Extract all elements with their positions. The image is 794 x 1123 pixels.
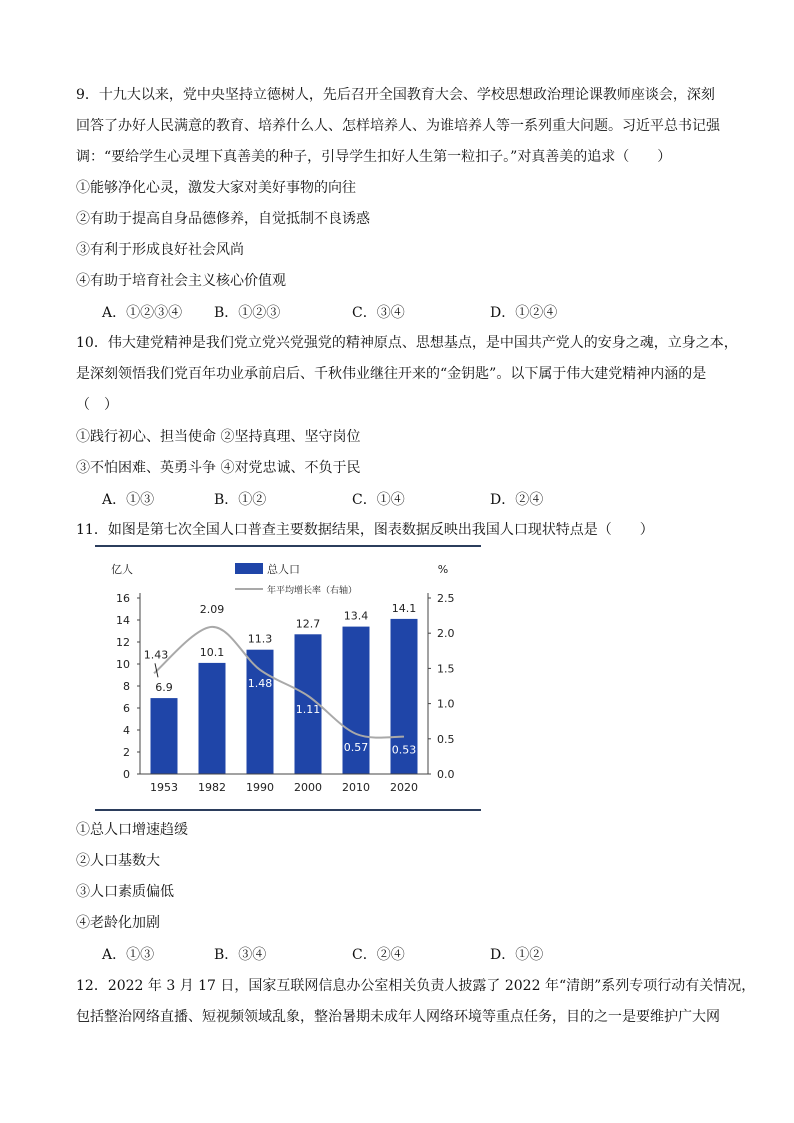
- q10-option-a[interactable]: A．①③: [102, 492, 155, 508]
- q10-statements-2: ③不怕困难、英勇斗争 ④对党忠诚、不负于民: [76, 460, 361, 476]
- right-tick-label: 2.5: [437, 592, 455, 605]
- q9-line-3: 调：“要给学生心灵埋下真善美的种子，引导学生扣好人生第一粒扣子。”对真善美的追求（ ）: [76, 149, 672, 165]
- q10-option-c[interactable]: C．①④: [352, 492, 405, 508]
- q10-line-1: 10．伟大建党精神是我们党立党兴党强党的精神原点、思想基点，是中国共产党人的安身之魂，立身之本，: [76, 335, 738, 351]
- q12-line-2: 包括整治网络直播、短视频领域乱象，整治暑期未成年人网络环境等重点任务，目的之一是要维护广大网: [76, 1009, 720, 1025]
- x-tick-label: 1953: [150, 781, 178, 794]
- chart-top-rule: [95, 545, 481, 547]
- x-tick-label: 2020: [390, 781, 418, 794]
- q11-option-b[interactable]: B．③④: [214, 947, 267, 963]
- bar-value-label: 12.7: [295, 617, 321, 631]
- right-tick-label: 2.0: [437, 627, 455, 641]
- growth-label: 1.11: [295, 702, 321, 716]
- left-tick-label: 6: [123, 702, 130, 715]
- left-tick-label: 10: [116, 658, 130, 671]
- left-tick-label: 2: [123, 746, 130, 759]
- right-tick-label: 0.5: [437, 732, 455, 746]
- q9-option-b[interactable]: B．①②③: [214, 305, 281, 321]
- q11-option-a[interactable]: A．①③: [102, 947, 155, 963]
- growth-label: 0.57: [343, 740, 369, 754]
- q10-option-b[interactable]: B．①②: [214, 492, 267, 508]
- q9-option-c[interactable]: C．③④: [352, 305, 405, 321]
- bar: [151, 698, 178, 774]
- left-tick-label: 14: [116, 614, 130, 627]
- q11-statement-3: ③人口素质偏低: [76, 884, 174, 900]
- q9-option-d[interactable]: D．①②④: [490, 305, 558, 321]
- q9-statement-1: ①能够净化心灵，激发大家对美好事物的向往: [76, 180, 356, 196]
- q9-statement-3: ③有利于形成良好社会风尚: [76, 242, 244, 258]
- x-tick-label: 1990: [246, 781, 274, 794]
- bar-value-label: 6.9: [155, 681, 173, 695]
- q9-option-a[interactable]: A．①②③④: [102, 305, 183, 321]
- left-tick-label: 8: [123, 680, 130, 693]
- right-unit-label: %: [437, 563, 449, 576]
- left-tick-label: 4: [123, 724, 130, 737]
- growth-label: 0.53: [391, 743, 417, 757]
- q11-statement-1: ①总人口增速趋缓: [76, 822, 188, 838]
- population-chart: [95, 543, 481, 813]
- right-tick-label: 1.0: [437, 697, 455, 711]
- bar-value-label: 10.1: [199, 645, 225, 659]
- legend-bar-swatch: [235, 563, 263, 574]
- right-tick-label: 1.5: [437, 662, 455, 676]
- bar-value-label: 14.1: [391, 601, 417, 615]
- q11-option-d[interactable]: D．①②: [490, 947, 544, 963]
- growth-label: 1.48: [247, 676, 273, 690]
- q9-line-2: 回答了办好人民满意的教育、培养什么人、怎样培养人、为谁培养人等一系列重大问题。习近平总书记强: [76, 118, 720, 134]
- q10-option-d[interactable]: D．②④: [490, 492, 544, 508]
- q11-statement-2: ②人口基数大: [76, 853, 160, 869]
- q10-statements-1: ①践行初心、担当使命 ②坚持真理、坚守岗位: [76, 429, 361, 445]
- x-tick-label: 1982: [198, 781, 226, 794]
- growth-label: 1.43: [143, 648, 169, 662]
- right-tick-label: 0.0: [437, 768, 455, 781]
- q11-line-1: 11．如图是第七次全国人口普查主要数据结果，图表数据反映出我国人口现状特点是（ ）: [76, 522, 654, 538]
- x-tick-label: 2000: [294, 781, 322, 794]
- q10-line-3: （ ）: [76, 397, 118, 413]
- bar: [247, 650, 274, 774]
- q10-options: [76, 489, 736, 509]
- q11-statement-4: ④老龄化加剧: [76, 915, 160, 931]
- left-tick-label: 16: [116, 592, 130, 605]
- growth-label: 2.09: [199, 602, 225, 616]
- bar: [199, 663, 226, 774]
- chart-svg: [95, 543, 481, 813]
- left-unit-label: 亿人: [111, 563, 133, 576]
- q9-statement-2: ②有助于提高自身品德修养，自觉抵制不良诱惑: [76, 211, 370, 227]
- q10-line-2: 是深刻领悟我们党百年功业承前启后、千秋伟业继往开来的“金钥匙”。以下属于伟大建党精神内涵的是: [76, 366, 707, 382]
- q9-line-1: 9．十九大以来，党中央坚持立德树人，先后召开全国教育大会、学校思想政治理论课教师座谈会，深刻: [76, 87, 715, 103]
- q12-line-1: 12．2022 年 3 月 17 日，国家互联网信息办公室相关负责人披露了 2022 年“清朗”系列专项行动有关情况，: [76, 978, 756, 994]
- q9-options: [76, 302, 736, 322]
- x-tick-label: 2010: [342, 781, 370, 794]
- left-tick-label: 12: [116, 636, 130, 649]
- chart-bottom-rule: [95, 809, 481, 811]
- q11-options: [76, 944, 736, 964]
- bar-value-label: 13.4: [343, 609, 369, 623]
- legend-line-label: 年平均增长率（右轴）: [267, 586, 358, 596]
- legend-bar-label: 总人口: [267, 563, 300, 576]
- q11-option-c[interactable]: C．②④: [352, 947, 405, 963]
- bar-value-label: 11.3: [247, 632, 273, 646]
- left-tick-label: 0: [123, 768, 130, 781]
- q9-statement-4: ④有助于培育社会主义核心价值观: [76, 273, 286, 289]
